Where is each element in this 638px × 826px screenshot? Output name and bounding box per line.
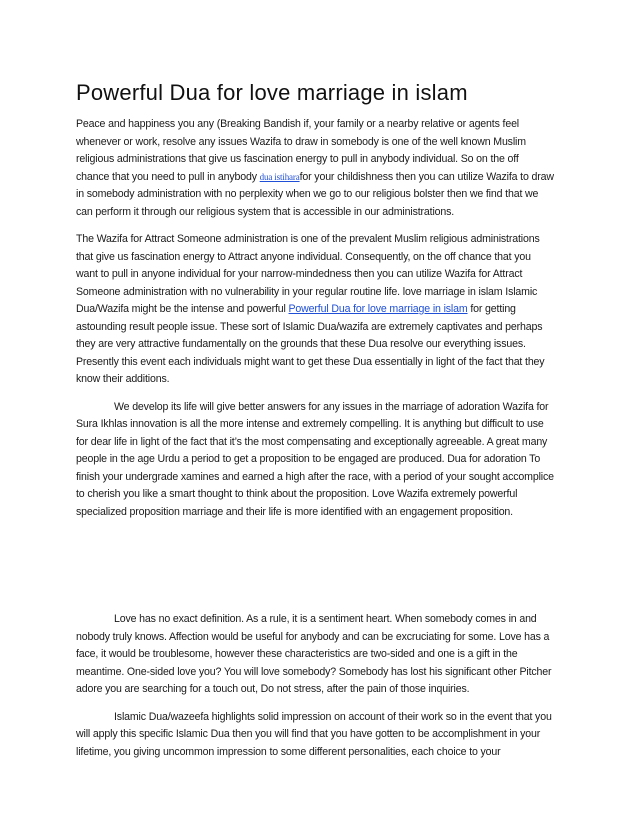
paragraph-3: We develop its life will give better answers for any issues in the marriage of adoration Wazifa for Sura Ikhlas innovation is all the more intense and extremely compelling. It is anything but difficult to use for dear life in light of the fact that it’s the most compensating and exceptionally agreeable. A great many people in the age Urdu a period to get a proposition to be engaged are produced. Dua for adoration To finish your undergrade xamines and earned a high after the race, with a period of your sought accomplice to cherish you like a smart thought to think about the proposition. Love Wazifa extremely powerful specialized proposition marriage and their life is more identified with an engagement proposition. xyxy=(76,400,554,518)
document-title: Powerful Dua for love marriage in islam xyxy=(76,80,468,105)
powerful-dua-link[interactable]: Powerful Dua for love marriage in islam xyxy=(288,303,468,315)
document-body xyxy=(76,78,554,771)
paragraph-2-continuation: for getting astounding result people issue. These sort of Islamic Dua/wazifa are extremely captivates and perhaps they are very attractive fundamentally on the grounds that these Dua resolve our everything issues. Presently this event each individuals might want to get these Dua essentially in light of the fact that they know their additions. xyxy=(76,303,545,385)
paragraph-5: Islamic Dua/wazeefa highlights solid impression on account of their work so in the event that you will apply this specific Islamic Dua then you will find that you have gotten to be accomplishment in your lifetime, you giving uncommon impression to some different personalities, each choice to your xyxy=(76,710,552,758)
paragraph-1 xyxy=(76,116,554,221)
paragraph-2-text: The Wazifa for Attract Someone administration is one of the prevalent Muslim religious administrations that give us fascination energy to Attract anyone individual. Consequently, on the off chance that you want to pull in anyone individual for your narrow-mindedness then you can utilize Wazifa for Attract Someone administration with no vulnerability in your regular routine life. love marriage in islam Islamic Dua/Wazifa might be the intense and powerful xyxy=(76,233,540,315)
blank-space xyxy=(76,531,554,611)
paragraph-1-continuation: for your childishness then you can utilize Wazifa to draw in somebody administration with no perplexity when we go to our religious bolster then we find that we can perform it through our religious system that is accessible in our administrations. xyxy=(76,170,554,218)
paragraph-2 xyxy=(76,231,554,389)
paragraph-1-text: Peace and happiness you any (Breaking Bandish if, your family or a nearby relative or agents feel whenever or work, resolve any issues Wazifa to draw in somebody is one of the well known Muslim religious administrations that give us fascination energy to pull in anybody individual. So on the off chance that you need to pull in anybody xyxy=(76,118,526,183)
paragraph-4: Love has no exact definition. As a rule, it is a sentiment heart. When somebody comes in and nobody truly knows. Affection would be useful for anybody and can be excruciating for some. Love has a face, it would be troublesome, however these characteristics are two-sided and one is a gift in the meantime. One-sided love you? You will love somebody? Somebody has lost his significant other Pitcher adore you are searching for a touch out, Do not stress, after the pain of those inquiries. xyxy=(76,613,552,695)
dua-istihara-link[interactable]: dua istihara xyxy=(259,171,300,182)
